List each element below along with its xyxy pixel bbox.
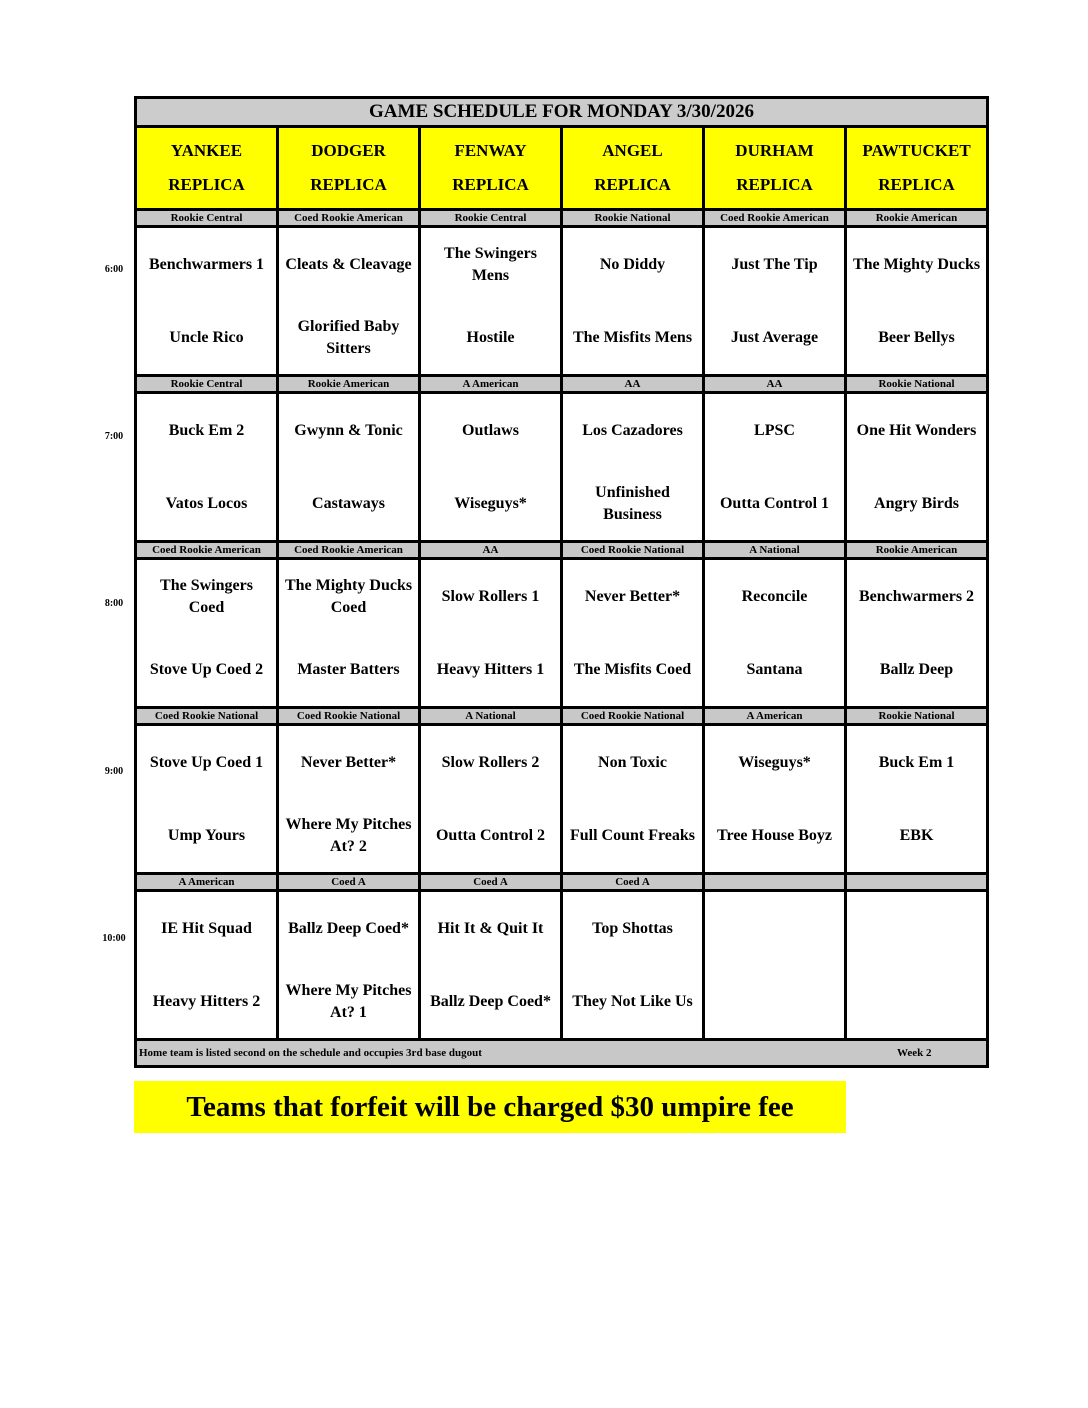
game-cell xyxy=(278,227,420,376)
division-label: Rookie National xyxy=(562,210,704,227)
game-cell xyxy=(278,725,420,874)
game-cell xyxy=(278,891,420,1040)
title-row xyxy=(136,98,988,127)
division-label: Coed A xyxy=(278,874,420,891)
away-team: No Diddy xyxy=(599,255,666,273)
division-row xyxy=(136,708,988,725)
away-team: Top Shottas xyxy=(592,919,673,937)
game-cell xyxy=(136,559,278,708)
time-label: 10:00 xyxy=(102,933,126,944)
field-header-pawtucket xyxy=(846,127,988,210)
division-row xyxy=(136,874,988,891)
field-header-fenway xyxy=(420,127,562,210)
game-row xyxy=(136,891,988,1040)
away-team: One Hit Wonders xyxy=(856,421,977,439)
home-team: Wiseguys* xyxy=(454,494,527,512)
game-row xyxy=(136,725,988,874)
game-row xyxy=(136,227,988,376)
field-name: DODGER xyxy=(311,141,386,160)
field-header-durham xyxy=(704,127,846,210)
game-cell xyxy=(846,559,988,708)
field-subtitle: REPLICA xyxy=(168,175,245,194)
game-cell xyxy=(562,559,704,708)
home-team: Ump Yours xyxy=(167,826,246,844)
game-cell xyxy=(136,891,278,1040)
division-label: Coed Rookie National xyxy=(562,542,704,559)
away-team: Just The Tip xyxy=(731,255,818,273)
away-team: Wiseguys* xyxy=(738,753,811,771)
division-label: A American xyxy=(136,874,278,891)
away-team: Buck Em 1 xyxy=(878,753,955,771)
game-cell xyxy=(704,725,846,874)
home-team: Hostile xyxy=(466,328,515,346)
home-team: Unfinished Business xyxy=(595,483,670,523)
game-cell xyxy=(846,891,988,1040)
away-team xyxy=(847,892,986,965)
field-header-row xyxy=(136,127,988,210)
division-label xyxy=(704,874,846,891)
division-label: AA xyxy=(420,542,562,559)
away-team: The Mighty Ducks Coed xyxy=(284,576,413,616)
game-cell xyxy=(562,891,704,1040)
home-team: Outta Control 1 xyxy=(719,494,830,512)
away-team: Slow Rollers 1 xyxy=(441,587,540,605)
away-team: IE Hit Squad xyxy=(161,919,252,937)
division-label: A National xyxy=(420,708,562,725)
game-cell xyxy=(420,559,562,708)
away-team: Stove Up Coed 1 xyxy=(149,753,264,771)
field-subtitle: REPLICA xyxy=(736,175,813,194)
home-team: Where My Pitches At? 2 xyxy=(285,815,412,855)
away-team: The Swingers Mens xyxy=(444,244,537,284)
game-row xyxy=(136,393,988,542)
game-cell xyxy=(562,227,704,376)
schedule-title: GAME SCHEDULE FOR MONDAY 3/30/2026 xyxy=(136,98,988,127)
game-cell xyxy=(846,227,988,376)
away-team: Hit It & Quit It xyxy=(437,919,544,937)
away-team: Outlaws xyxy=(462,421,519,439)
division-label: Coed A xyxy=(562,874,704,891)
forfeit-notice: Teams that forfeit will be charged $30 umpire fee xyxy=(134,1081,846,1133)
away-team: The Mighty Ducks xyxy=(852,255,981,273)
away-team: Slow Rollers 2 xyxy=(441,753,540,771)
division-label: Rookie Central xyxy=(136,376,278,393)
division-label: Rookie Central xyxy=(420,210,562,227)
field-header-yankee xyxy=(136,127,278,210)
game-cell xyxy=(278,393,420,542)
division-label: Coed Rookie American xyxy=(704,210,846,227)
division-row xyxy=(136,542,988,559)
home-team: Vatos Locos xyxy=(165,494,248,512)
home-team: Outta Control 2 xyxy=(435,826,546,844)
schedule-table xyxy=(134,96,989,1068)
field-subtitle: REPLICA xyxy=(878,175,955,194)
game-cell xyxy=(420,891,562,1040)
time-label: 6:00 xyxy=(104,264,124,275)
time-label: 8:00 xyxy=(104,598,124,609)
game-cell xyxy=(704,559,846,708)
home-team xyxy=(847,965,986,1038)
division-label: Rookie American xyxy=(846,542,988,559)
away-team: Reconcile xyxy=(741,587,808,605)
home-team: Full Count Freaks xyxy=(569,826,696,844)
away-team: Benchwarmers 1 xyxy=(148,255,265,273)
home-team: Glorified Baby Sitters xyxy=(297,317,400,357)
home-team: Ballz Deep Coed* xyxy=(430,992,551,1010)
division-label: Coed Rookie American xyxy=(278,542,420,559)
time-label: 7:00 xyxy=(104,431,124,442)
division-label: Coed Rookie American xyxy=(136,542,278,559)
field-name: DURHAM xyxy=(735,141,814,160)
division-label: Coed Rookie National xyxy=(278,708,420,725)
division-label: Coed Rookie American xyxy=(278,210,420,227)
home-team: EBK xyxy=(899,826,934,844)
home-team: Stove Up Coed 2 xyxy=(149,660,264,678)
game-cell xyxy=(420,725,562,874)
home-team-note: Home team is listed second on the schedule and occupies 3rd base dugout xyxy=(139,1047,482,1059)
home-team: Just Average xyxy=(730,328,819,346)
away-team: LPSC xyxy=(754,421,795,439)
game-cell xyxy=(562,393,704,542)
time-label: 9:00 xyxy=(104,766,124,777)
home-team: Where My Pitches At? 1 xyxy=(285,981,412,1021)
field-header-angel xyxy=(562,127,704,210)
division-row xyxy=(136,210,988,227)
home-team: Uncle Rico xyxy=(169,328,244,346)
division-label: Rookie American xyxy=(278,376,420,393)
division-label: Coed Rookie National xyxy=(136,708,278,725)
home-team: Heavy Hitters 1 xyxy=(436,660,545,678)
field-subtitle: REPLICA xyxy=(310,175,387,194)
home-team: The Misfits Coed xyxy=(573,660,692,678)
away-team: Gwynn & Tonic xyxy=(294,421,403,439)
game-cell xyxy=(704,227,846,376)
away-team: Los Cazadores xyxy=(582,421,683,439)
field-name: ANGEL xyxy=(602,141,663,160)
division-label: AA xyxy=(562,376,704,393)
away-team: Benchwarmers 2 xyxy=(858,587,975,605)
game-cell xyxy=(704,393,846,542)
game-cell xyxy=(136,393,278,542)
division-label: Rookie Central xyxy=(136,210,278,227)
game-cell xyxy=(846,393,988,542)
home-team: Ballz Deep xyxy=(879,660,954,678)
division-label: Rookie National xyxy=(846,376,988,393)
home-team: Beer Bellys xyxy=(878,328,955,346)
game-cell xyxy=(136,227,278,376)
field-header-dodger xyxy=(278,127,420,210)
division-label: A American xyxy=(420,376,562,393)
field-name: FENWAY xyxy=(454,141,527,160)
week-label: Week 2 xyxy=(897,1047,932,1059)
division-label: Rookie American xyxy=(846,210,988,227)
game-cell xyxy=(562,725,704,874)
division-label: Coed Rookie National xyxy=(562,708,704,725)
home-team: Tree House Boyz xyxy=(717,826,832,844)
field-name: PAWTUCKET xyxy=(862,141,971,160)
home-team: The Misfits Mens xyxy=(572,328,693,346)
away-team xyxy=(705,892,844,965)
game-cell xyxy=(420,227,562,376)
field-name: YANKEE xyxy=(170,141,243,160)
game-cell xyxy=(704,891,846,1040)
away-team: Ballz Deep Coed* xyxy=(288,919,409,937)
time-column xyxy=(96,0,132,1100)
home-team: Angry Birds xyxy=(874,494,959,512)
home-team: Heavy Hitters 2 xyxy=(152,992,261,1010)
home-team: Santana xyxy=(746,660,803,678)
division-label: A National xyxy=(704,542,846,559)
footer-cell xyxy=(136,1040,988,1067)
field-subtitle: REPLICA xyxy=(452,175,529,194)
game-cell xyxy=(420,393,562,542)
game-cell xyxy=(846,725,988,874)
away-team: Buck Em 2 xyxy=(168,421,245,439)
away-team: The Swingers Coed xyxy=(160,576,253,616)
home-team: Castaways xyxy=(312,494,385,512)
away-team: Cleats & Cleavage xyxy=(285,255,412,273)
home-team: Master Batters xyxy=(297,660,400,678)
division-label xyxy=(846,874,988,891)
division-label: A American xyxy=(704,708,846,725)
game-cell xyxy=(278,559,420,708)
footer-row xyxy=(136,1040,988,1067)
division-label: Rookie National xyxy=(846,708,988,725)
away-team: Non Toxic xyxy=(598,753,667,771)
game-row xyxy=(136,559,988,708)
division-label: Coed A xyxy=(420,874,562,891)
game-cell xyxy=(136,725,278,874)
away-team: Never Better* xyxy=(584,587,681,605)
home-team: They Not Like Us xyxy=(572,992,693,1010)
division-label: AA xyxy=(704,376,846,393)
home-team xyxy=(705,965,844,1038)
division-row xyxy=(136,376,988,393)
away-team: Never Better* xyxy=(300,753,397,771)
field-subtitle: REPLICA xyxy=(594,175,671,194)
